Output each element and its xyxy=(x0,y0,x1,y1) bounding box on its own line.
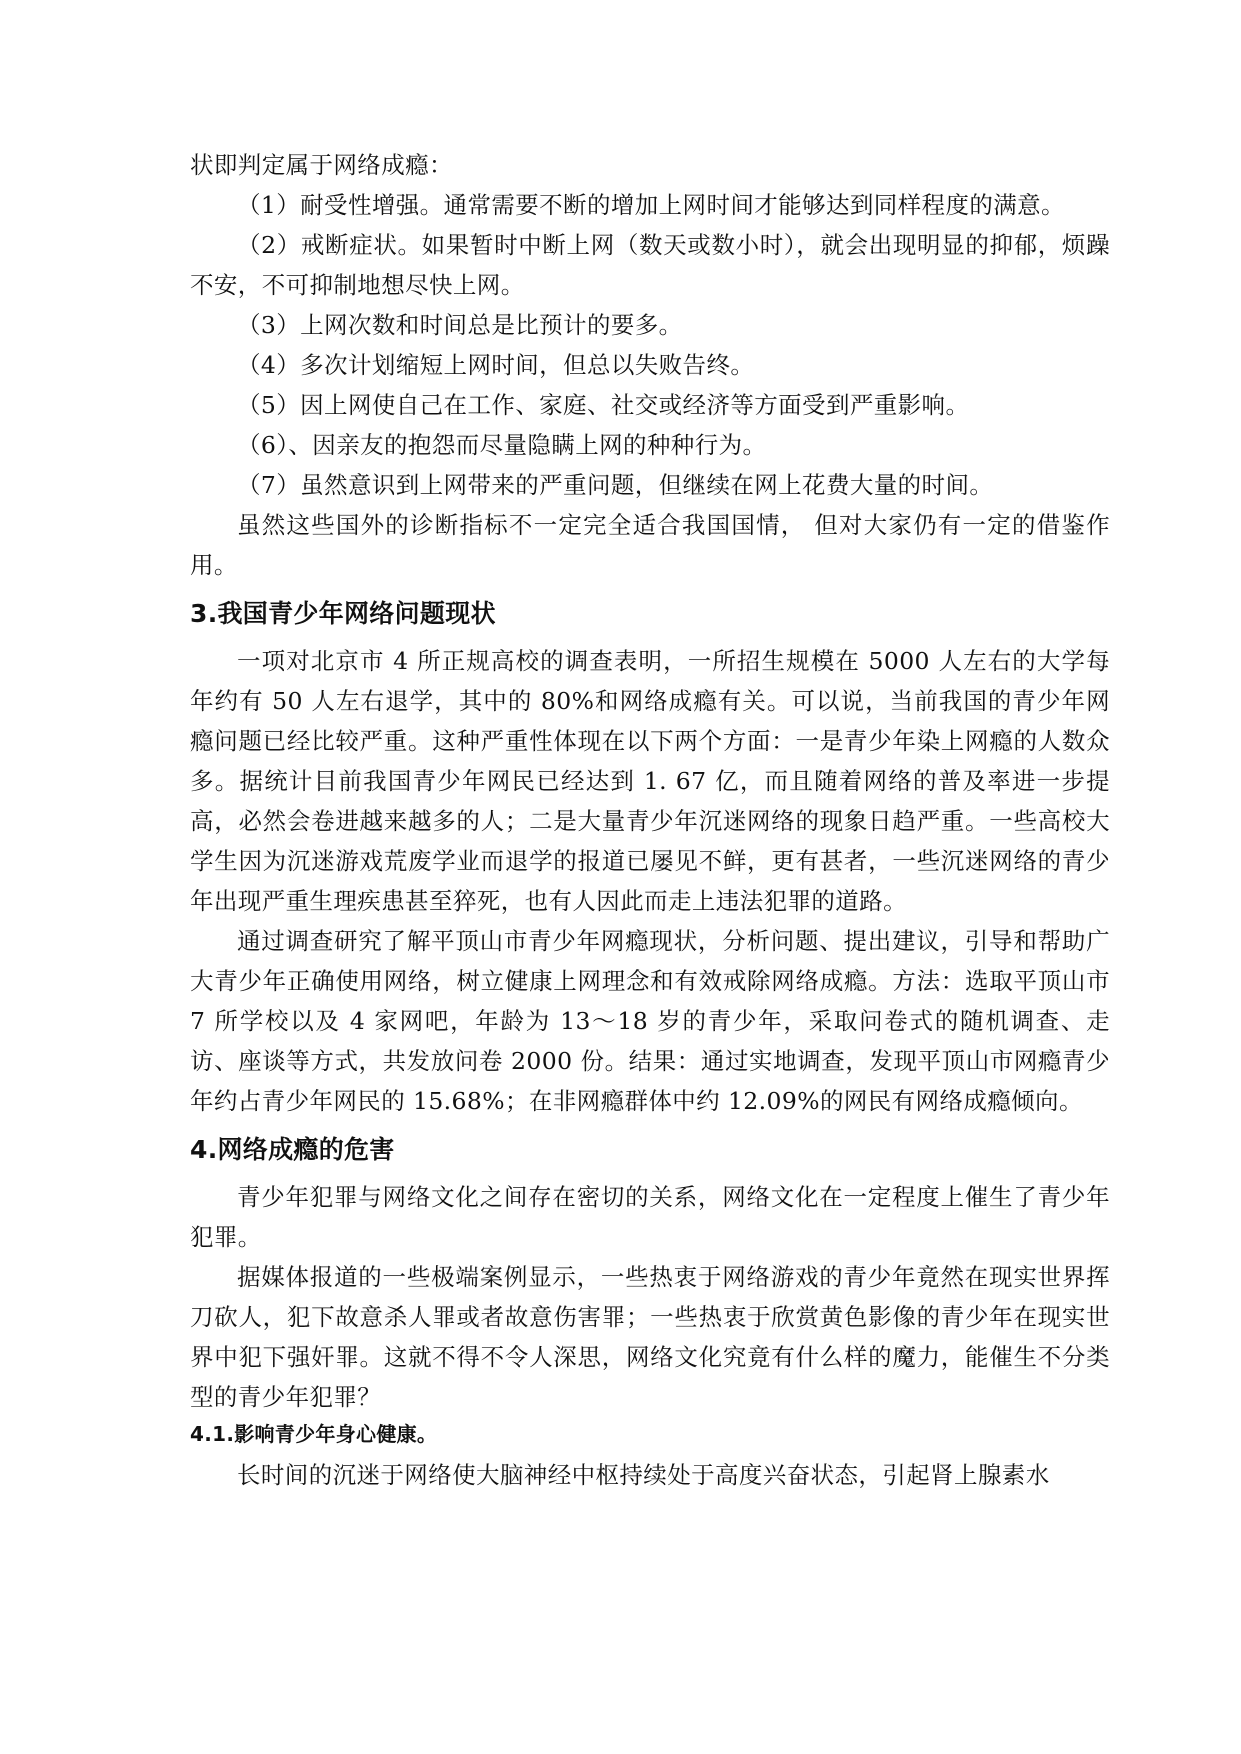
paragraph: 通过调查研究了解平顶山市青少年网瘾现状，分析问题、提出建议，引导和帮助广大青少年正确使用网络，树立健康上网理念和有效戒除网络成瘾。方法：选取平顶山市 7 所学校以及 4 家网吧，年龄为 13～18 岁的青少年，采取问卷式的随机调查、走访、座谈等方式，共发放问卷 2000 份。结果：通过实地调查，发现平顶山市网瘾青少年约占青少年网民的 15.68%；在非网瘾群体中约 12.09%的网民有网络成瘾倾向。 xyxy=(190,927,1110,1115)
paragraph: 状即判定属于网络成瘾： xyxy=(190,151,453,179)
criterion-4: （4）多次计划缩短上网时间，但总以失败告终。 xyxy=(237,351,755,379)
criterion-6: （6）、因亲友的抱怨而尽量隐瞒上网的种种行为。 xyxy=(237,431,767,459)
subsection-heading-4-1: 4.1.影响青少年身心健康。 xyxy=(190,1422,438,1446)
paragraph: 据媒体报道的一些极端案例显示，一些热衷于网络游戏的青少年竟然在现实世界挥刀砍人，犯下故意杀人罪或者故意伤害罪；一些热衷于欣赏黄色影像的青少年在现实世界中犯下强奸罪。这就不得不令人深思，网络文化究竟有什么样的魔力，能催生不分类型的青少年犯罪？ xyxy=(190,1263,1110,1411)
criterion-1: （1）耐受性增强。通常需要不断的增加上网时间才能够达到同样程度的满意。 xyxy=(237,191,1065,219)
criterion-7: （7）虽然意识到上网带来的严重问题，但继续在网上花费大量的时间。 xyxy=(237,471,994,499)
document-page xyxy=(190,145,1110,1495)
criterion-5: （5）因上网使自己在工作、家庭、社交或经济等方面受到严重影响。 xyxy=(237,391,970,419)
section-heading-4: 4.网络成瘾的危害 xyxy=(190,1135,395,1164)
criterion-2: （2）戒断症状。如果暂时中断上网（数天或数小时），就会出现明显的抑郁，烦躁不安，不可抑制地想尽快上网。 xyxy=(190,231,1110,299)
paragraph: 一项对北京市 4 所正规高校的调查表明，一所招生规模在 5000 人左右的大学每年约有 50 人左右退学，其中的 80%和网络成瘾有关。可以说，当前我国的青少年网瘾问题已经比较严重。这种严重性体现在以下两个方面：一是青少年染上网瘾的人数众多。据统计目前我国青少年网民已经达到 1. 67 亿，而且随着网络的普及率进一步提高，必然会卷进越来越多的人；二是大量青少年沉迷网络的现象日趋严重。一些高校大学生因为沉迷游戏荒废学业而退学的报道已屡见不鲜，更有甚者，一些沉迷网络的青少年出现严重生理疾患甚至猝死，也有人因此而走上违法犯罪的道路。 xyxy=(190,647,1110,915)
paragraph: 青少年犯罪与网络文化之间存在密切的关系，网络文化在一定程度上催生了青少年犯罪。 xyxy=(190,1183,1110,1251)
paragraph: 长时间的沉迷于网络使大脑神经中枢持续处于高度兴奋状态，引起肾上腺素水 xyxy=(237,1461,1050,1489)
criterion-3: （3）上网次数和时间总是比预计的要多。 xyxy=(237,311,683,339)
section-heading-3: 3.我国青少年网络问题现状 xyxy=(190,599,496,628)
paragraph: 虽然这些国外的诊断指标不一定完全适合我国国情， 但对大家仍有一定的借鉴作用。 xyxy=(190,511,1110,579)
